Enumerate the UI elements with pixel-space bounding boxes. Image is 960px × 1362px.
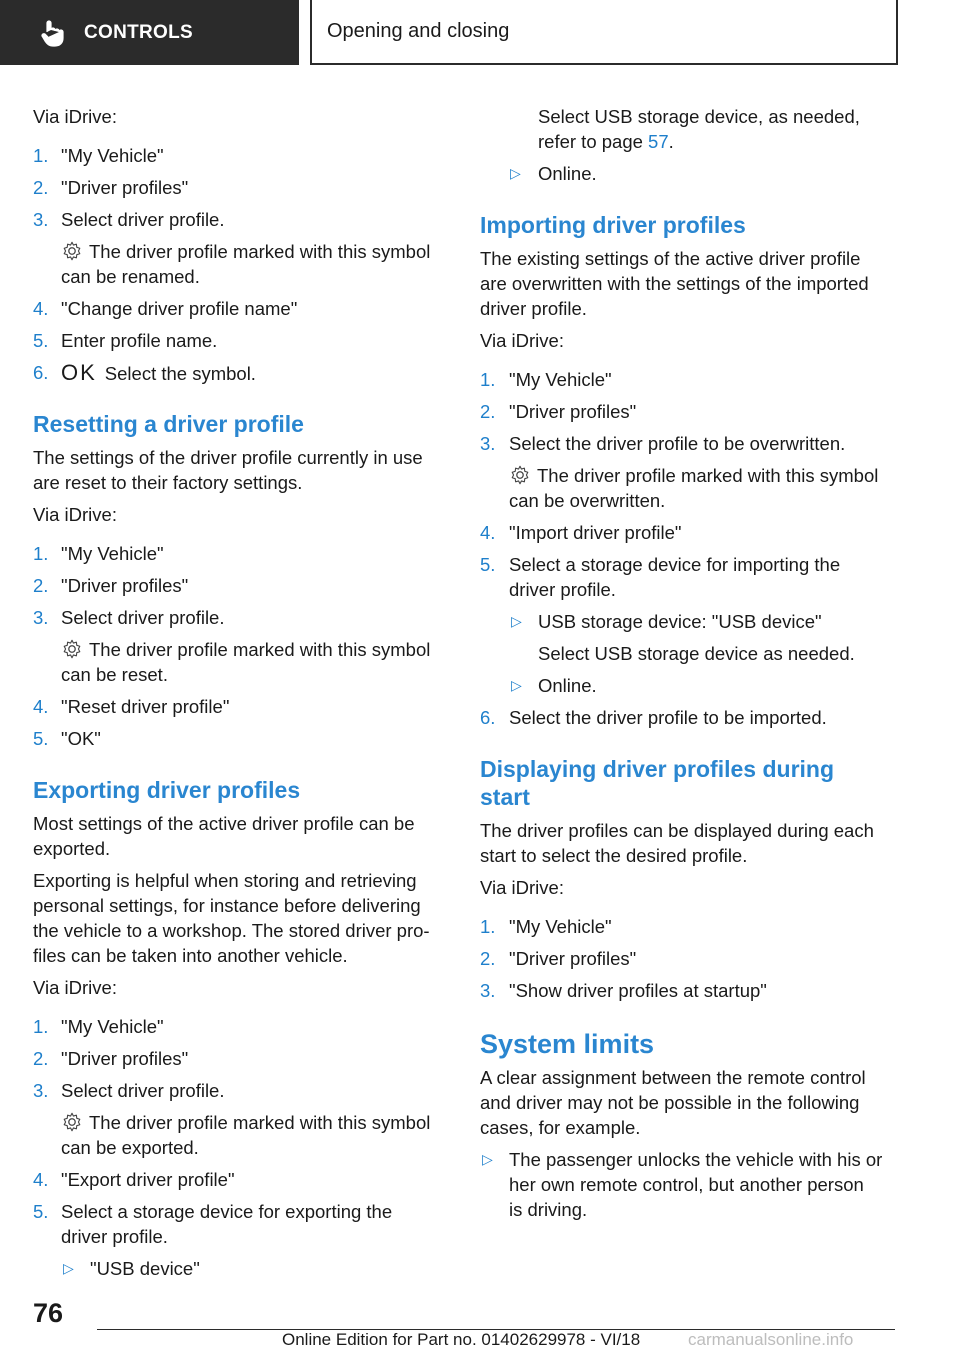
step-text: Select driver profile. — [61, 607, 225, 628]
via-idrive-text: Via iDrive: — [480, 877, 564, 898]
bullet-text-cont: her own remote control, but another person — [509, 1174, 864, 1195]
import-heading: Importing driver profiles — [480, 212, 746, 238]
chapter-title: Opening and closing — [327, 20, 510, 42]
step-text: Select a storage device for exporting the — [61, 1201, 393, 1222]
step-text: "My Vehicle" — [509, 369, 612, 390]
body-text: The driver profiles can be displayed during each — [480, 820, 874, 841]
limits-heading: System limits — [480, 1029, 655, 1059]
step-number: 5. — [480, 554, 496, 575]
triangle-bullet-icon: ▷ — [63, 1260, 74, 1276]
bullet-text: USB storage device: "USB device" — [538, 611, 822, 632]
bullet-sub-text: Select USB storage device, as needed, — [538, 106, 860, 127]
reset-heading: Resetting a driver profile — [33, 411, 304, 437]
body-text: A clear assignment between the remote control — [480, 1067, 866, 1088]
page-ref-link[interactable]: 57 — [648, 131, 669, 152]
section-tab — [0, 0, 299, 65]
body-text: the vehicle to a workshop. The stored driver pro‐ — [33, 920, 430, 941]
body-text: are overwritten with the settings of the imported — [480, 273, 869, 294]
import-note-text: The driver profile marked with this symbol — [537, 465, 879, 486]
step-text: Select the driver profile to be overwritten. — [509, 433, 846, 454]
step-number: 3. — [480, 980, 496, 1001]
step-number: 4. — [33, 298, 49, 319]
export-note-text: The driver profile marked with this symbol — [89, 1112, 431, 1133]
ok-symbol: OK — [61, 360, 97, 385]
display-heading-cont: start — [480, 784, 530, 810]
step-number: 2. — [33, 1048, 49, 1069]
bullet-text: Online. — [538, 163, 597, 184]
via-idrive-text: Via iDrive: — [33, 977, 117, 998]
step-number: 5. — [33, 1201, 49, 1222]
step-number: 1. — [33, 1016, 49, 1037]
step-text: "Driver profiles" — [61, 177, 189, 198]
page-number: 76 — [33, 1298, 64, 1328]
import-note — [509, 463, 878, 488]
step-number: 2. — [33, 575, 49, 596]
display-heading: Displaying driver profiles during — [480, 756, 835, 782]
bullet-text: The passenger unlocks the vehicle with his or — [509, 1149, 883, 1170]
bullet-sub-text — [538, 129, 674, 154]
step-text: Select driver profile. — [61, 1080, 225, 1101]
body-text: personal settings, for instance before delivering — [33, 895, 421, 916]
step-text: "OK" — [61, 728, 101, 749]
gear-icon — [61, 240, 83, 262]
step-text: "Import driver profile" — [509, 522, 682, 543]
step-text: "Driver profiles" — [509, 948, 637, 969]
step-text: "Driver profiles" — [61, 575, 189, 596]
body-text: are reset to their factory settings. — [33, 472, 303, 493]
section-title: CONTROLS — [84, 21, 194, 43]
gear-icon — [61, 1111, 83, 1133]
step-text: Enter profile name. — [61, 330, 218, 351]
step-number: 3. — [480, 433, 496, 454]
gear-icon — [509, 464, 531, 486]
rename-note-text: The driver profile marked with this symbol — [89, 241, 431, 262]
step-number: 5. — [33, 330, 49, 351]
step-text: "My Vehicle" — [61, 543, 164, 564]
import-note-cont: can be overwritten. — [509, 490, 666, 511]
bullet-text-cont: is driving. — [509, 1199, 588, 1220]
step-number: 1. — [480, 369, 496, 390]
edition-text: Online Edition for Part no. 01402629978 - VI/18 — [282, 1330, 641, 1349]
body-text: The existing settings of the active driver profile — [480, 248, 861, 269]
page-ref-prefix: refer to page — [538, 131, 649, 152]
triangle-bullet-icon: ▷ — [510, 165, 521, 181]
step-number: 1. — [33, 543, 49, 564]
triangle-bullet-icon: ▷ — [511, 613, 522, 629]
step-number: 4. — [33, 1169, 49, 1190]
step-number: 3. — [33, 607, 49, 628]
step-number: 4. — [480, 522, 496, 543]
gear-icon — [61, 638, 83, 660]
bullet-sub-text: Select USB storage device as needed. — [538, 643, 855, 664]
reset-note-text: The driver profile marked with this symbol — [89, 639, 431, 660]
bullet-text: "USB device" — [90, 1258, 200, 1279]
step-text: "Show driver profiles at startup" — [509, 980, 767, 1001]
triangle-bullet-icon: ▷ — [482, 1151, 493, 1167]
rename-note — [61, 239, 430, 264]
step-text: "My Vehicle" — [61, 1016, 164, 1037]
body-text: The settings of the driver profile currently in use — [33, 447, 423, 468]
export-heading: Exporting driver profiles — [33, 777, 301, 803]
step-text — [61, 360, 256, 386]
step-text: "My Vehicle" — [61, 145, 164, 166]
page-ref-suffix: . — [668, 131, 674, 152]
step-text-cont: driver profile. — [509, 579, 616, 600]
reset-note-cont: can be reset. — [61, 664, 168, 685]
step-text: "Change driver profile name" — [61, 298, 298, 319]
step-number: 2. — [33, 177, 49, 198]
step-text: "Export driver profile" — [61, 1169, 235, 1190]
via-idrive-text: Via iDrive: — [33, 106, 117, 127]
step-number: 5. — [33, 728, 49, 749]
body-text: cases, for example. — [480, 1117, 641, 1138]
via-idrive-text: Via iDrive: — [480, 330, 564, 351]
body-text: driver profile. — [480, 298, 587, 319]
step-text: "Driver profiles" — [61, 1048, 189, 1069]
export-note-cont: can be exported. — [61, 1137, 199, 1158]
step-number: 1. — [33, 145, 49, 166]
triangle-bullet-icon: ▷ — [511, 677, 522, 693]
step-number: 3. — [33, 209, 49, 230]
body-text: and driver may not be possible in the following — [480, 1092, 860, 1113]
body-text: files can be taken into another vehicle. — [33, 945, 348, 966]
reset-note — [61, 637, 430, 662]
step-text: "Reset driver profile" — [61, 696, 230, 717]
step-text: "Driver profiles" — [509, 401, 637, 422]
export-note — [61, 1110, 430, 1135]
rename-note-cont: can be renamed. — [61, 266, 200, 287]
step-number: 4. — [33, 696, 49, 717]
step-number: 1. — [480, 916, 496, 937]
bullet-text: Online. — [538, 675, 597, 696]
step-text: Select the driver profile to be imported. — [509, 707, 827, 728]
step-text: Select a storage device for importing the — [509, 554, 841, 575]
body-text: exported. — [33, 838, 111, 859]
body-text: Exporting is helpful when storing and retrieving — [33, 870, 417, 891]
step-text-cont: driver profile. — [61, 1226, 168, 1247]
step-number: 6. — [33, 362, 49, 383]
watermark-text: carmanualsonline.info — [688, 1330, 854, 1349]
hand-pointer-icon — [38, 18, 68, 48]
step-text: Select driver profile. — [61, 209, 225, 230]
chapter-tab — [310, 0, 898, 65]
step-text: "My Vehicle" — [509, 916, 612, 937]
step-number: 2. — [480, 401, 496, 422]
body-text: start to select the desired profile. — [480, 845, 748, 866]
step-number: 2. — [480, 948, 496, 969]
body-text: Most settings of the active driver profile can be — [33, 813, 415, 834]
via-idrive-text: Via iDrive: — [33, 504, 117, 525]
select-symbol-text: Select the symbol. — [104, 363, 256, 384]
step-number: 3. — [33, 1080, 49, 1101]
step-number: 6. — [480, 707, 496, 728]
